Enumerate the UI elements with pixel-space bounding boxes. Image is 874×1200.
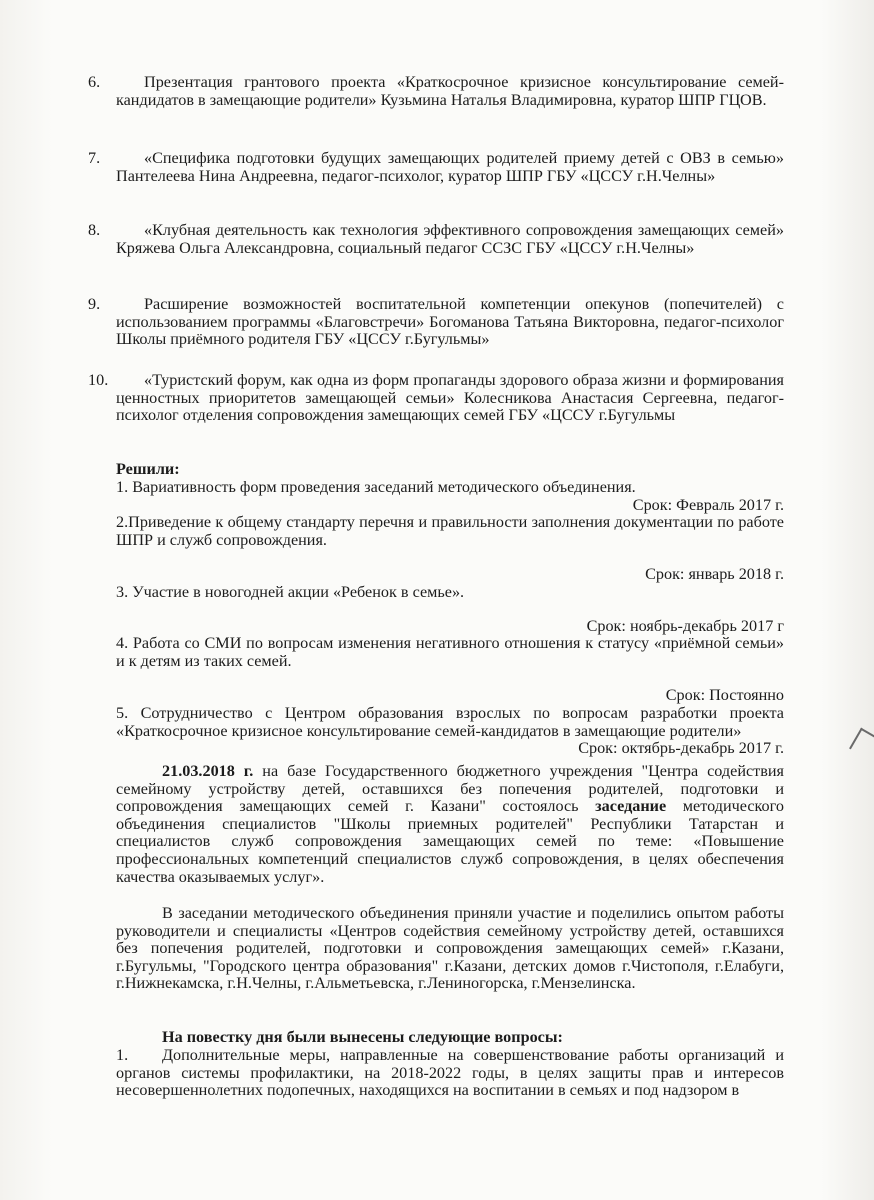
list-item-6	[88, 74, 784, 109]
item-text: Расширение возможностей воспитательной компетенции опекунов (попечителей) с использованием программы «Благовстречи» Богоманова Татьяна Викторовна, педагог-психолог Школы приёмного родителя ГБУ «ЦССУ г.Бугульмы»	[116, 295, 784, 349]
decision-text: 1. Вариативность форм проведения заседаний методического объединения.	[116, 477, 636, 496]
decisions-section	[116, 461, 784, 758]
list-item-7	[88, 150, 784, 185]
item-number: 7.	[88, 149, 101, 167]
decision-text: 2.Приведение к общему стандарту перечня и правильности заполнения документации по работе ШПР и служб сопровождения.	[116, 513, 784, 550]
agenda-item-1	[116, 1047, 784, 1100]
item-text: Дополнительные меры, направленные на совершенствование работы организаций и органов системы профилактики, на 2018-2022 годы, в целях защиты прав и интересов несовершеннолетних подопечных, находящихся на воспитании в семьях и под надзором в	[116, 1046, 784, 1100]
agenda-heading: На повестку дня были вынесены следующие вопросы:	[162, 1028, 563, 1046]
item-text: «Клубная деятельность как технология эффективного сопровождения замещающих семей» Кряжева Ольга Александровна, социальный педагог ССЗС ГБУ «ЦССУ г.Н.Челны»	[116, 221, 784, 257]
decision-deadline: Срок: Февраль 2017 г.	[632, 495, 784, 514]
decision-text: 5. Сотрудничество с Центром образования взрослых по вопросам разработки проекта «Краткосрочное кризисное консультирование семей-кандидатов в замещающие родители»	[116, 703, 784, 740]
list-item-10	[82, 372, 784, 425]
item-number: 1.	[116, 1046, 129, 1064]
decision-text: 3. Участие в новогодней акции «Ребенок в семье».	[116, 582, 465, 601]
decisions-heading: Решили:	[116, 460, 180, 478]
meeting-paragraph	[116, 763, 784, 886]
list-item-9	[88, 296, 784, 349]
decision-deadline: Срок: Постоянно	[665, 685, 784, 704]
item-text: «Туристский форум, как одна из форм пропаганды здорового образа жизни и формирования ценностных приоритетов замещающей семьи» Колесникова Анастасия Сергеевна, педагог-психолог отделения сопровождения замещающих семей ГБУ «ЦССУ г.Бугульмы	[116, 371, 784, 425]
list-item-8	[88, 222, 784, 257]
item-text: Презентация грантового проекта «Краткосрочное кризисное консультирование семей-кандидатов в замещающие родители» Кузьмина Наталья Владимировна, куратор ШПР ГЦОВ.	[116, 73, 784, 109]
decision-deadline: Срок: январь 2018 г.	[645, 564, 784, 583]
item-number: 8.	[88, 221, 101, 239]
decision-deadline: Срок: октябрь-декабрь 2017 г.	[578, 739, 784, 758]
item-number: 10.	[88, 371, 109, 389]
scan-edge-mark	[849, 728, 874, 757]
meeting-text-1: на базе Государственного бюджетного учреждения "Центра содействия семейному устройству детей, оставшихся без попечения родителей, подготовки и сопровождения замещающих семей г. Казани" состоялось	[116, 762, 784, 816]
decision-deadline: Срок: ноябрь-декабрь 2017 г	[586, 616, 784, 635]
meeting-text-2: методического объединения специалистов "Школы приемных родителей" Республики Татарстан и специалистов служб сопровождения замещающих семей по теме: «Повышение профессиональных компетенций специалистов служб сопровождения, в целях обеспечения качества оказываемых услуг».	[116, 797, 784, 886]
participants-text: В заседании методического объединения приняли участие и поделились опытом работы руководители и специалисты «Центров содействия семейному устройству детей, оставшихся без попечения родителей, подготовки и сопровождения замещающих семей» г.Казани, г.Бугульмы, "Городского центра образования" г.Казани, детских домов г.Чистополя, г.Елабуги, г.Нижнекамска, г.Н.Челны, г.Альметьевска, г.Лениногорска, г.Мензелинска.	[116, 904, 784, 993]
item-number: 9.	[88, 295, 101, 313]
agenda-section	[116, 1029, 784, 1047]
meeting-date: 21.03.2018 г.	[162, 762, 254, 780]
item-number: 6.	[88, 73, 101, 91]
participants-paragraph	[116, 905, 784, 993]
item-text: «Специфика подготовки будущих замещающих родителей приему детей с ОВЗ в семью» Пантелеева Нина Андреевна, педагог-психолог, куратор ШПР ГБУ «ЦССУ г.Н.Челны»	[116, 149, 784, 185]
decision-text: 4. Работа со СМИ по вопросам изменения негативного отношения к статусу «приёмной семьи» и к детям из таких семей.	[116, 634, 784, 671]
meeting-bold-word: заседание	[595, 797, 667, 816]
